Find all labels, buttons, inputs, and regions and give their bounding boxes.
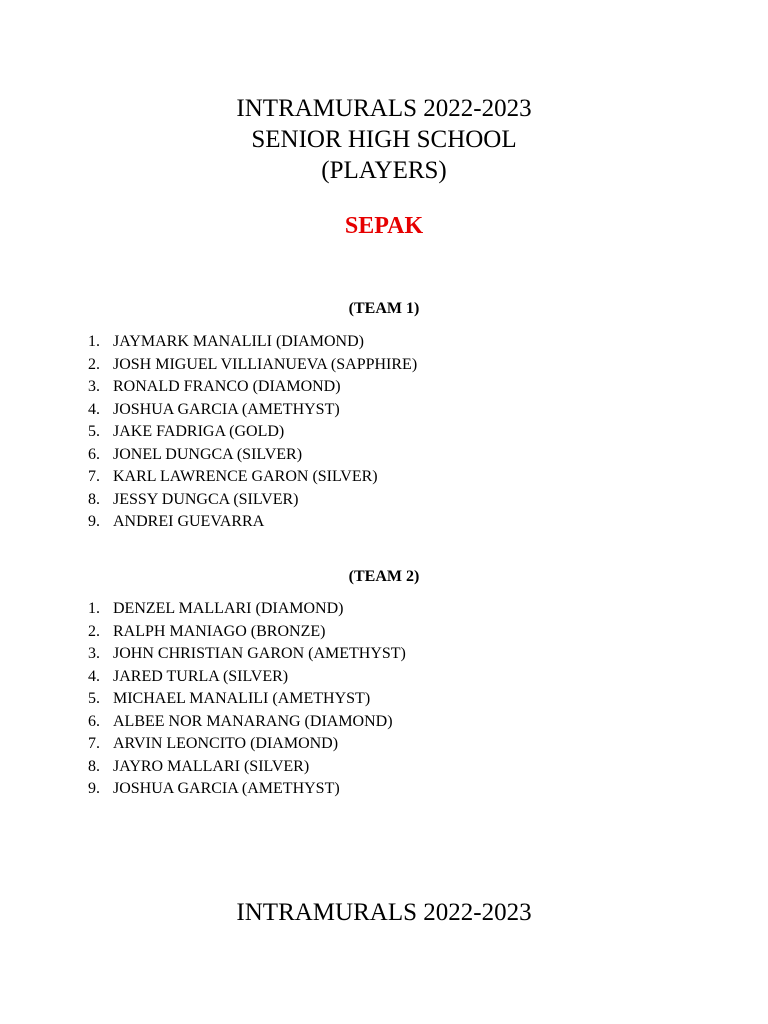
player-list-item <box>88 511 417 534</box>
player-number: 9. <box>88 780 100 797</box>
player-number: 1. <box>88 600 100 617</box>
sport-title: SEPAK <box>344 213 424 239</box>
player-number: 6. <box>88 445 100 463</box>
player-name: JAYRO MALLARI (SILVER) <box>113 757 310 775</box>
player-list-item <box>88 711 406 734</box>
player-list-item <box>88 756 406 779</box>
player-number: 9. <box>88 513 100 530</box>
player-number: 4. <box>88 667 100 685</box>
player-list-item <box>88 621 406 644</box>
player-name: JAYMARK MANALILI (DIAMOND) <box>113 333 364 350</box>
player-number: 1. <box>88 333 100 350</box>
player-list-item <box>88 421 417 444</box>
player-name: JAKE FADRIGA (GOLD) <box>113 423 285 440</box>
player-name: JOSHUA GARCIA (AMETHYST) <box>113 400 340 418</box>
player-list-item <box>88 444 417 467</box>
player-list-item <box>88 376 417 399</box>
header-subtitle: SENIOR HIGH SCHOOL <box>251 126 517 153</box>
player-name: RONALD FRANCO (DIAMOND) <box>113 378 341 395</box>
player-list-item <box>88 354 417 377</box>
player-name: ARVIN LEONCITO (DIAMOND) <box>113 735 339 752</box>
header-players-label: (PLAYERS) <box>321 157 447 184</box>
player-list-item <box>88 399 417 422</box>
team1-player-list <box>88 331 417 534</box>
player-number: 5. <box>88 423 100 440</box>
player-list-item <box>88 643 406 666</box>
player-name: JESSY DUNGCA (SILVER) <box>113 490 299 508</box>
player-list-item <box>88 733 406 756</box>
player-list-item <box>88 489 417 512</box>
player-number: 3. <box>88 645 100 662</box>
player-name: RALPH MANIAGO (BRONZE) <box>113 622 326 640</box>
header-title: INTRAMURALS 2022-2023 <box>236 95 532 122</box>
player-list-item <box>88 331 417 354</box>
team1-title: (TEAM 1) <box>348 300 420 317</box>
player-list-item <box>88 666 406 689</box>
player-list-item <box>88 778 406 801</box>
player-name: JOSH MIGUEL VILLIANUEVA (SAPPHIRE) <box>113 355 418 373</box>
player-number: 3. <box>88 378 100 395</box>
player-number: 5. <box>88 690 100 707</box>
player-name: JOSHUA GARCIA (AMETHYST) <box>113 780 340 797</box>
team2-title: (TEAM 2) <box>348 568 420 585</box>
player-name: DENZEL MALLARI (DIAMOND) <box>113 600 344 617</box>
player-list-item <box>88 688 406 711</box>
player-number: 6. <box>88 712 100 730</box>
player-number: 4. <box>88 400 100 418</box>
next-page-header-title: INTRAMURALS 2022-2023 <box>236 899 532 926</box>
player-name: JONEL DUNGCA (SILVER) <box>113 445 303 463</box>
player-list-item <box>88 598 406 621</box>
player-name: ALBEE NOR MANARANG (DIAMOND) <box>113 712 393 730</box>
player-name: JOHN CHRISTIAN GARON (AMETHYST) <box>113 645 406 662</box>
player-number: 7. <box>88 468 100 485</box>
player-number: 7. <box>88 735 100 752</box>
player-name: JARED TURLA (SILVER) <box>113 667 289 685</box>
player-number: 2. <box>88 355 100 373</box>
player-number: 2. <box>88 622 100 640</box>
player-name: ANDREI GUEVARRA <box>113 513 265 530</box>
team2-player-list <box>88 598 406 801</box>
player-number: 8. <box>88 490 100 508</box>
player-name: KARL LAWRENCE GARON (SILVER) <box>113 468 378 485</box>
document-header <box>0 93 768 186</box>
player-list-item <box>88 466 417 489</box>
player-number: 8. <box>88 757 100 775</box>
player-name: MICHAEL MANALILI (AMETHYST) <box>113 690 371 707</box>
